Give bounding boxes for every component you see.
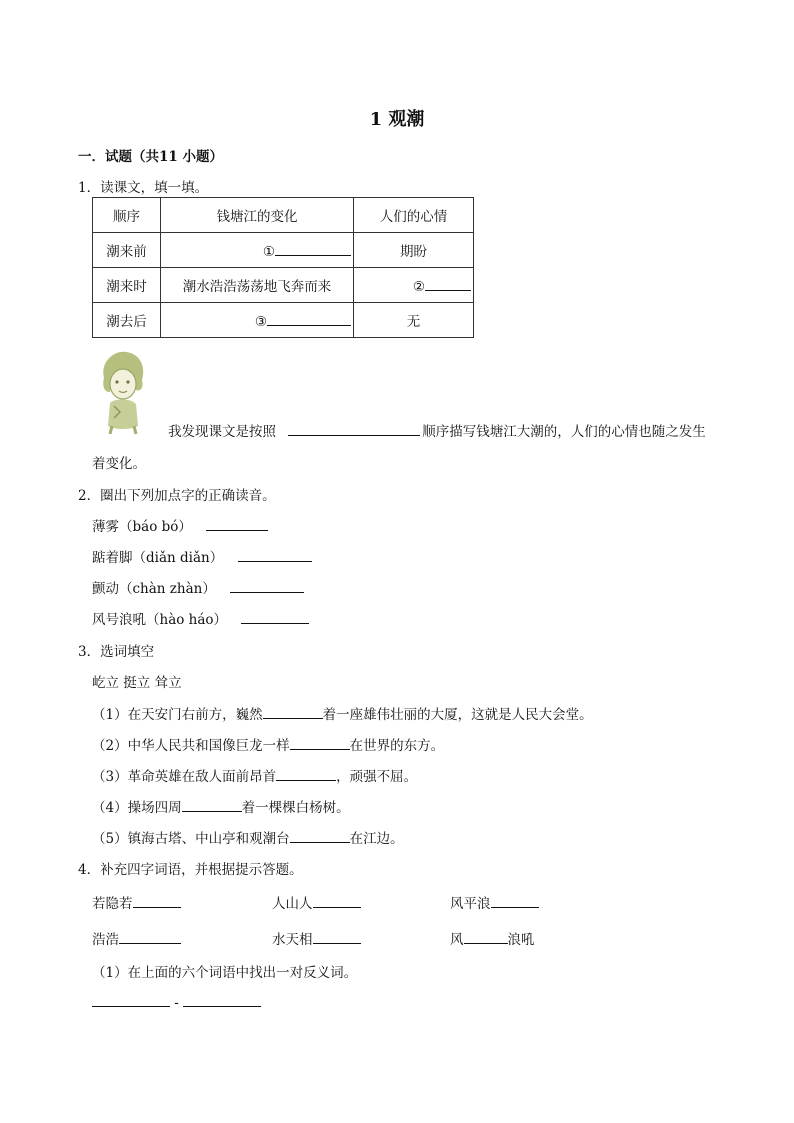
q3-text-a: （3）革命英雄在敌人面前昂首 xyxy=(92,769,277,785)
header-mood: 人们的心情 xyxy=(354,198,474,233)
table-row xyxy=(93,268,474,303)
table-header-row xyxy=(93,198,474,233)
q2-item-text: 颤动（chàn zhàn） xyxy=(92,581,216,597)
q1-sentence xyxy=(168,420,706,440)
idiom-text: 若隐若 xyxy=(92,896,133,912)
blank-label-3: ③ xyxy=(254,313,267,330)
q3-item-3 xyxy=(92,765,417,785)
q2-blank-1[interactable] xyxy=(206,516,268,531)
q3-blank-4[interactable] xyxy=(182,797,242,812)
q4-idiom-3 xyxy=(450,892,539,912)
header-order: 顺序 xyxy=(93,198,161,233)
q2-item-3 xyxy=(92,577,304,597)
q4-idiom-2 xyxy=(272,892,361,912)
q3-text-b: 在江边。 xyxy=(349,831,404,847)
q2-blank-4[interactable] xyxy=(241,609,309,624)
row2-change: 潮水浩浩荡荡地飞奔而来 xyxy=(161,268,354,303)
answer-blank-3[interactable] xyxy=(267,311,351,326)
q3-word-bank: 屹立 挺立 耸立 xyxy=(92,675,182,691)
blank-label-2: ② xyxy=(412,278,425,295)
sentence-part-a: 我发现课文是按照 xyxy=(168,424,276,440)
answer-blank-2[interactable] xyxy=(425,276,471,291)
q3-text-a: （2）中华人民共和国像巨龙一样 xyxy=(92,738,290,754)
idiom-blank-2[interactable] xyxy=(313,893,361,908)
q3-blank-1[interactable] xyxy=(263,704,323,719)
q2-blank-3[interactable] xyxy=(230,578,304,593)
q4-idiom-6 xyxy=(450,928,535,948)
q2-stem: 2．圈出下列加点字的正确读音。 xyxy=(78,488,276,504)
q4-idiom-1 xyxy=(92,892,181,912)
idiom-text: 人山人 xyxy=(272,896,313,912)
girl-cartoon-icon xyxy=(92,348,152,434)
q2-item-4 xyxy=(92,608,309,628)
row1-change xyxy=(161,233,354,268)
sentence-part-b: 顺序描写钱塘江大潮的，人们的心情也随之发生 xyxy=(422,424,706,440)
q3-item-2 xyxy=(92,734,444,754)
q2-item-text: 踮着脚（diǎn diǎn） xyxy=(92,550,224,566)
table-row xyxy=(93,233,474,268)
header-change: 钱塘江的变化 xyxy=(161,198,354,233)
q4-antonym-line xyxy=(92,992,261,1011)
idiom-text: 风 xyxy=(450,932,464,948)
sentence-part-c: 着变化。 xyxy=(92,456,146,472)
row2-order: 潮来时 xyxy=(93,268,161,303)
idiom-text: 浩浩 xyxy=(92,932,119,948)
page-title: 1 观潮 xyxy=(369,109,425,130)
q1-table xyxy=(92,197,474,338)
row1-order: 潮来前 xyxy=(93,233,161,268)
q2-item-text: 风号浪吼（hào háo） xyxy=(92,612,228,628)
idiom-text: 风平浪 xyxy=(450,896,491,912)
q2-item-1 xyxy=(92,515,268,535)
q3-blank-3[interactable] xyxy=(276,766,336,781)
q4-sub1: （1）在上面的六个词语中找出一对反义词。 xyxy=(92,965,358,981)
row2-mood xyxy=(354,268,474,303)
row3-change xyxy=(161,303,354,338)
q4-idiom-4 xyxy=(92,928,181,948)
row3-order: 潮去后 xyxy=(93,303,161,338)
blank-label-1: ① xyxy=(262,243,275,260)
idiom-blank-6[interactable] xyxy=(464,929,508,944)
idiom-blank-5[interactable] xyxy=(313,929,361,944)
q3-blank-5[interactable] xyxy=(290,828,350,843)
q2-blank-2[interactable] xyxy=(238,547,312,562)
antonym-blank-1[interactable] xyxy=(92,992,170,1007)
idiom-text: 水天相 xyxy=(272,932,313,948)
row3-mood: 无 xyxy=(354,303,474,338)
idiom-blank-4[interactable] xyxy=(119,929,181,944)
section-heading: 一．试题（共11 小题） xyxy=(78,149,223,165)
q2-item-2 xyxy=(92,546,312,566)
q4-stem: 4．补充四字词语，并根据提示答题。 xyxy=(78,862,303,878)
q3-item-4 xyxy=(92,796,350,816)
answer-blank-1[interactable] xyxy=(275,241,351,256)
table-row xyxy=(93,303,474,338)
q3-stem: 3．选词填空 xyxy=(78,644,155,660)
antonym-blank-2[interactable] xyxy=(183,992,261,1007)
q3-text-a: （4）操场四周 xyxy=(92,800,182,816)
q3-item-5 xyxy=(92,827,404,847)
q3-text-a: （1）在天安门右前方，巍然 xyxy=(92,707,263,723)
q3-text-b: 在世界的东方。 xyxy=(349,738,445,754)
q3-text-a: （5）镇海古塔、中山亭和观潮台 xyxy=(92,831,290,847)
idiom-blank-3[interactable] xyxy=(491,893,539,908)
row1-mood: 期盼 xyxy=(354,233,474,268)
q3-item-1 xyxy=(92,703,593,723)
q3-text-b: ，顽强不屈。 xyxy=(336,769,418,785)
q3-blank-2[interactable] xyxy=(290,735,350,750)
q1-stem: 1．读课文，填一填。 xyxy=(78,180,209,196)
q2-item-text: 薄雾（báo bó） xyxy=(92,519,192,535)
idiom-text: 浪吼 xyxy=(507,932,535,948)
q3-text-b: 着一棵棵白杨树。 xyxy=(241,800,350,816)
q4-idiom-5 xyxy=(272,928,361,948)
dash-separator: - xyxy=(174,995,179,1011)
q3-text-b: 着一座雄伟壮丽的大厦，这就是人民大会堂。 xyxy=(322,707,593,723)
idiom-blank-1[interactable] xyxy=(133,893,181,908)
order-blank[interactable] xyxy=(288,421,420,436)
